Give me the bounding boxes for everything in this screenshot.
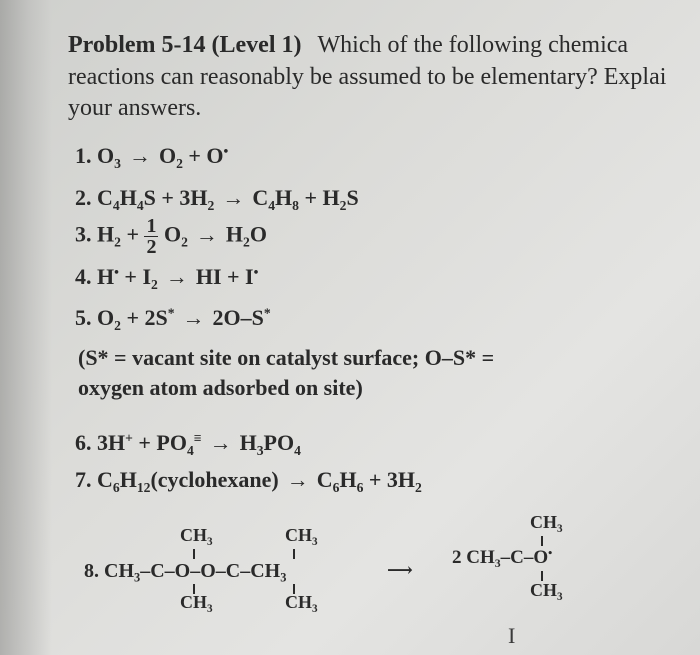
catalyst-note-line1: (S* = vacant site on catalyst surface; O–S* = bbox=[78, 345, 495, 370]
bond-line bbox=[193, 549, 195, 559]
equation-8-product: 2 $CH_3-C-O^•$ bbox=[452, 546, 553, 571]
equation-2: 2. $C_4H_4S + 3H_2 \to C_4H_8 + H_2S$ bbox=[75, 185, 359, 213]
one-half-fraction: $\frac{1}{2}$ bbox=[146, 215, 157, 258]
catalyst-note-line2: oxygen atom adsorbed on site) bbox=[78, 375, 363, 400]
methyl-top-left: $CH_3$ bbox=[180, 525, 213, 548]
bond-line bbox=[293, 549, 295, 559]
problem-question-line3: your answers. bbox=[68, 95, 202, 121]
equation-5: 5. $O_2 + 2S^* \to 2O-S^*$ bbox=[75, 305, 271, 333]
product-methyl-bottom: $CH_3$ bbox=[530, 580, 563, 603]
problem-title: Problem 5-14 (Level 1) bbox=[68, 32, 302, 58]
equation-number: 4. bbox=[75, 264, 92, 289]
bond-line bbox=[541, 536, 543, 546]
equation-number: 2. bbox=[75, 185, 92, 210]
equation-number: 7. bbox=[75, 467, 92, 492]
equation-8-reactant: 8. $CH_3-C-O-O-C-CH_3$ bbox=[84, 560, 287, 585]
equation-number: 3. bbox=[75, 221, 92, 247]
problem-question-line2: reactions can reasonably be assumed to be elementary? Explai bbox=[68, 64, 667, 90]
equation-3: 3. $H_2$ + $\frac{1}{2}$ $O_2 \to H_2O$ bbox=[75, 215, 267, 258]
reaction-arrow-icon: ⟶ bbox=[387, 560, 413, 580]
methyl-bottom-right: $CH_3$ bbox=[285, 592, 318, 615]
equation-1: 1. $O_3 \to O_2 + O^•$ bbox=[75, 143, 229, 171]
equation-4: 4. $H^• + I_2$ → HI + I• bbox=[75, 264, 259, 292]
product-methyl-top: $CH_3$ bbox=[530, 512, 563, 535]
problem-question-start: Which of the following chemica bbox=[317, 32, 629, 58]
text-cursor-icon: I bbox=[508, 623, 516, 648]
methyl-top-right: $CH_3$ bbox=[285, 525, 318, 548]
equation-number: 8. bbox=[84, 560, 99, 582]
equation-number: 1. bbox=[75, 143, 92, 168]
equation-number: 5. bbox=[75, 305, 92, 330]
equation-6: 6. $3H^+ + PO_4^\equiv \to H_3PO_4$ bbox=[75, 430, 301, 458]
problem-heading-line bbox=[68, 32, 628, 59]
methyl-bottom-left: $CH_3$ bbox=[180, 592, 213, 615]
equation-7: 7. $C_6H_{12}(cyclohexane) \to C_6H_6 + 3H_2$ bbox=[75, 467, 422, 495]
equation-number: 6. bbox=[75, 430, 92, 455]
